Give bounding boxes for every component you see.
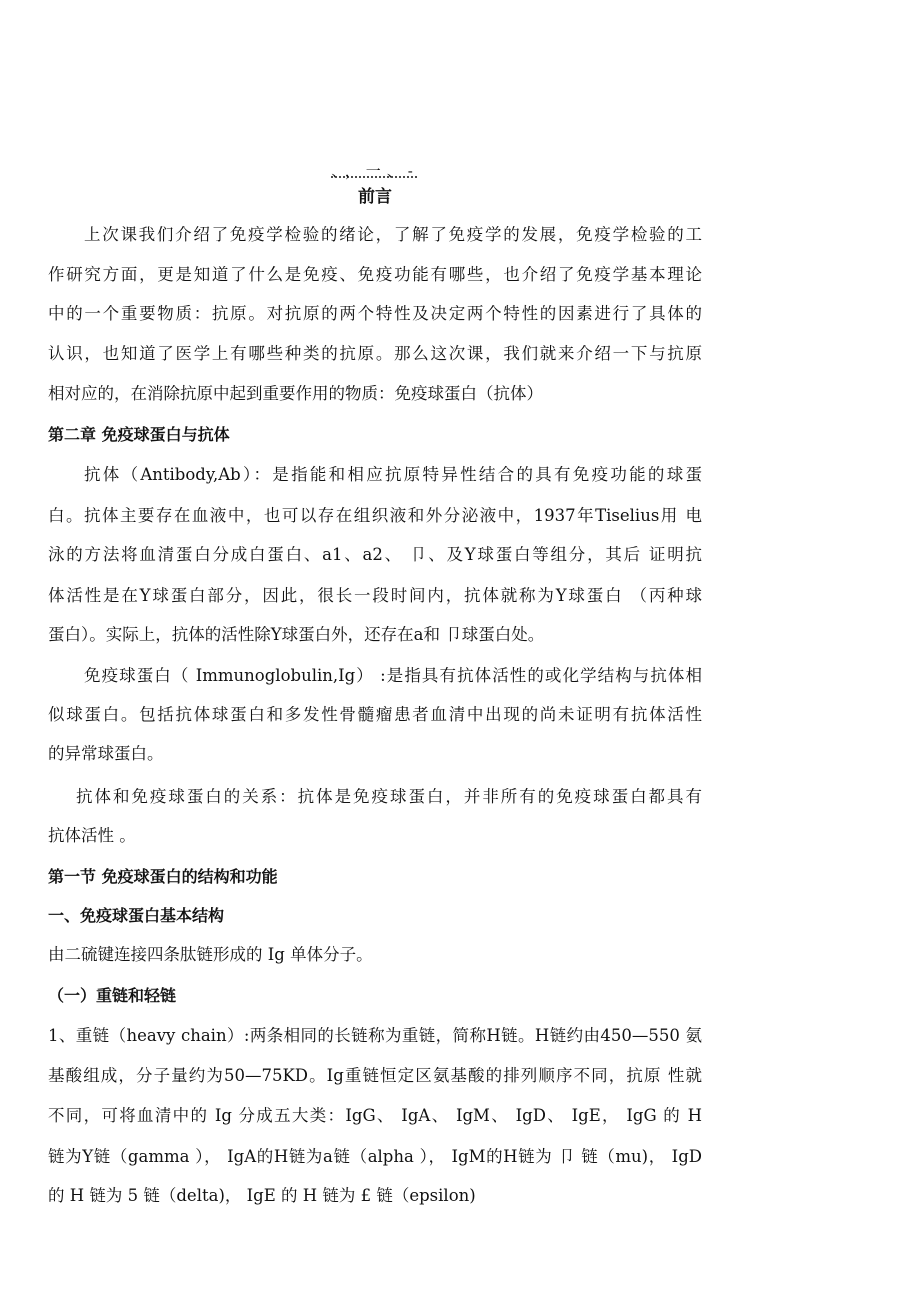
heavy-chain-line: 1、重链（heavy chain）:两条相同的长链称为重链，简称H链。H链约由450—550 氨 xyxy=(48,1026,702,1045)
ig-line: 的异常球蛋白。 xyxy=(48,744,164,763)
relation-line: 抗体活性 。 xyxy=(48,826,136,845)
antibody-line: 蛋白）。实际上，抗体的活性除Y球蛋白外，还存在a和 卩球蛋白处。 xyxy=(48,625,545,644)
header-marks xyxy=(0,160,750,182)
intro-line: 上次课我们介绍了免疫学检验的绪论，了解了免疫学的发展，免疫学检验的工 xyxy=(84,225,702,244)
antibody-line: 泳的方法将血清蛋白分成白蛋白、a1、a2、 卩、及Y球蛋白等组分，其后 证明抗 xyxy=(48,545,702,564)
chapter-heading: 第二章 免疫球蛋白与抗体 xyxy=(48,425,230,444)
subsection-heading: 一、免疫球蛋白基本结构 xyxy=(48,906,225,925)
structure-text: 由二硫键连接四条肽链形成的 Ig 单体分子。 xyxy=(48,945,373,964)
subsub-heading: （一）重链和轻链 xyxy=(48,986,177,1005)
intro-line: 作研究方面，更是知道了什么是免疫、免疫功能有哪些，也介绍了免疫学基本理论 xyxy=(48,265,702,284)
intro-line: 相对应的，在消除抗原中起到重要作用的物质：免疫球蛋白（抗体） xyxy=(48,384,543,403)
heavy-chain-line: 链为Y链（gamma ）， IgA的H链为a链（alpha ）， IgM的H链为 卩 链（mu)， IgD xyxy=(48,1147,702,1166)
intro-line: 认识，也知道了医学上有哪些种类的抗原。那么这次课，我们就来介绍一下与抗原 xyxy=(48,344,702,363)
intro-line: 中的一个重要物质：抗原。对抗原的两个特性及决定两个特性的因素进行了具体的 xyxy=(48,304,702,323)
heavy-chain-line: 的 H 链为 5 链（delta)， IgE 的 H 链为 £ 链（epsilon) xyxy=(48,1186,476,1205)
relation-line: 抗体和免疫球蛋白的关系：抗体是免疫球蛋白，并非所有的免疫球蛋白都具有 xyxy=(76,787,702,806)
antibody-line: 抗体（Antibody,Ab）：是指能和相应抗原特异性结合的具有免疫功能的球蛋 xyxy=(84,465,702,484)
page-title: 前言 xyxy=(358,187,392,207)
heavy-chain-line: 不同，可将血清中的 Ig 分成五大类：IgG、 IgA、 IgM、 IgD、 IgE， IgG 的 H xyxy=(48,1106,702,1125)
antibody-line: 体活性是在Y球蛋白部分，因此，很长一段时间内，抗体就称为Y球蛋白 （丙种球 xyxy=(48,586,702,605)
ig-line: 似球蛋白。包括抗体球蛋白和多发性骨髓瘤患者血清中出现的尚未证明有抗体活性 xyxy=(48,705,702,724)
antibody-line: 白。抗体主要存在血液中，也可以存在组织液和外分泌液中，1937年Tiselius用 电 xyxy=(48,506,702,525)
header-marks-text: 、，一、- xyxy=(331,162,419,180)
heavy-chain-line: 基酸组成，分子量约为50—75KD。Ig重链恒定区氨基酸的排列顺序不同，抗原 性就 xyxy=(48,1066,702,1085)
ig-line: 免疫球蛋白（ Immunoglobulin,Ig） :是指具有抗体活性的或化学结构与抗体相 xyxy=(84,666,702,685)
section-heading: 第一节 免疫球蛋白的结构和功能 xyxy=(48,867,278,886)
